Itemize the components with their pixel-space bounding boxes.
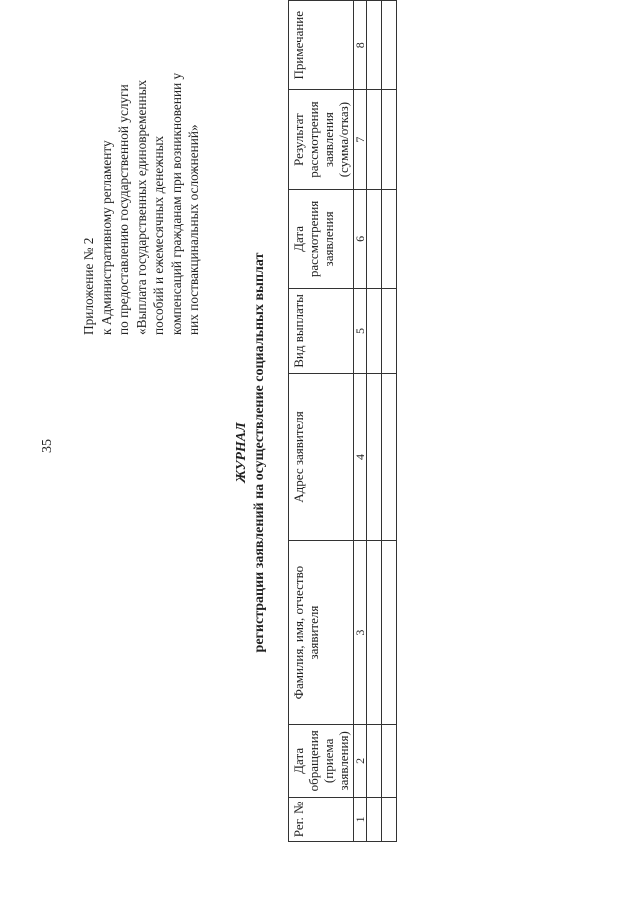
appendix-line: к Административному регламенту — [98, 140, 114, 335]
table-cell — [367, 724, 382, 797]
table-row — [382, 1, 397, 842]
table-cell — [367, 373, 382, 540]
header-applicant-address: Адрес заявителя — [289, 373, 354, 540]
column-number: 2 — [354, 724, 367, 797]
appendix-line: пособий и ежемесячных денежных — [151, 135, 166, 335]
appendix-line: Приложение № 2 — [81, 237, 96, 335]
table-cell — [382, 189, 397, 288]
column-number: 4 — [354, 373, 367, 540]
page-number: 35 — [40, 439, 55, 453]
table-number-row — [354, 1, 367, 842]
table-cell — [382, 724, 397, 797]
table-cell — [367, 90, 382, 189]
header-review-date: Дата рассмотрения заявления — [289, 189, 354, 288]
header-applicant-name: Фамилия, имя, отчество заявителя — [289, 541, 354, 725]
column-number: 1 — [354, 797, 367, 841]
table-cell — [382, 1, 397, 90]
appendix-block — [80, 35, 203, 335]
appendix-line: по предоставлению государственной услуги — [116, 84, 131, 335]
table-cell — [367, 1, 382, 90]
header-date-received: Дата обращения (приема заявления) — [289, 724, 354, 797]
table-cell — [367, 189, 382, 288]
column-number: 5 — [354, 289, 367, 374]
column-number: 3 — [354, 541, 367, 725]
table-header-row — [289, 1, 354, 842]
table-row — [367, 1, 382, 842]
table-cell — [367, 797, 382, 841]
column-number: 8 — [354, 1, 367, 90]
table-cell — [367, 541, 382, 725]
table-cell — [382, 373, 397, 540]
header-note: Примечание — [289, 1, 354, 90]
appendix-line: них поствакцинальных осложнений» — [186, 124, 201, 335]
journal-table — [288, 0, 397, 842]
appendix-line: компенсаций гражданам при возникновении у — [168, 72, 184, 335]
journal-title: ЖУРНАЛ — [234, 422, 249, 483]
header-reg-no: Рег. № — [289, 797, 354, 841]
column-number: 6 — [354, 189, 367, 288]
table-cell — [382, 289, 397, 374]
table-cell — [382, 541, 397, 725]
journal-subtitle: регистрации заявлений на осуществление социальных выплат — [252, 252, 267, 653]
table-cell — [367, 289, 382, 374]
header-payment-type: Вид выплаты — [289, 289, 354, 374]
appendix-line: «Выплата государственных единовременных — [133, 79, 149, 335]
column-number: 7 — [354, 90, 367, 189]
table-cell — [382, 797, 397, 841]
header-review-result: Результат рассмотрения заявления (сумма/отказ) — [289, 90, 354, 189]
table-cell — [382, 90, 397, 189]
